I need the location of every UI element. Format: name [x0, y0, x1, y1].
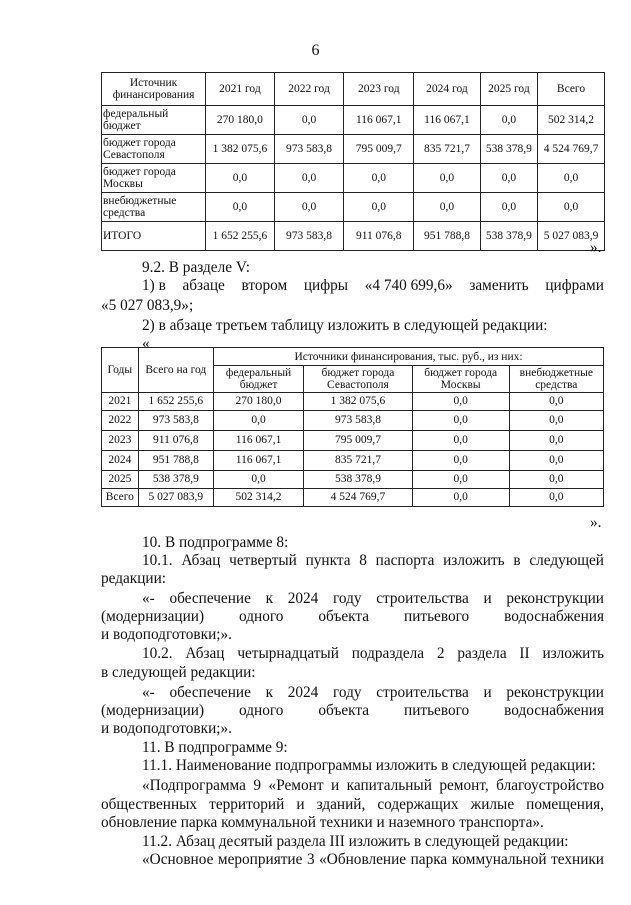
word: цифры — [303, 277, 349, 294]
cell: 538 378,9 — [480, 222, 537, 251]
cell: 502 314,2 — [214, 489, 304, 507]
row-label: бюджет города Севастополя — [102, 135, 206, 164]
cell: 835 721,7 — [414, 135, 481, 164]
cell: 0,0 — [274, 106, 344, 135]
cell: 0,0 — [214, 471, 304, 489]
paragraph-line: 11.1. Наименование подпрограммы изложить в следующей редакции: — [142, 757, 596, 774]
financing-table-1 — [101, 72, 605, 251]
cell: 116 067,1 — [214, 451, 304, 471]
header-cell: Годы — [102, 348, 139, 393]
cell: 973 583,8 — [138, 411, 213, 431]
paragraph-line: редакции: — [101, 570, 167, 587]
paragraph-line: «- обеспечение к 2024 году строительства и реконструкции — [142, 590, 604, 607]
cell: 0,0 — [509, 451, 603, 471]
cell: 4 524 769,7 — [538, 135, 605, 164]
cell: 911 076,8 — [344, 222, 414, 251]
cell: 835 721,7 — [304, 451, 413, 471]
cell: 973 583,8 — [274, 135, 344, 164]
year-cell: 2024 — [102, 451, 139, 471]
cell: 1 652 255,6 — [138, 393, 213, 411]
paragraph-line: «Основное мероприятие 3 «Обновление парка коммунальной техники — [142, 851, 604, 868]
open-quote: « — [142, 335, 150, 352]
table-row — [102, 411, 604, 431]
cell: 116 067,1 — [414, 106, 481, 135]
header-cell: Источник финансирования — [102, 73, 206, 106]
word: 1) в — [142, 277, 166, 294]
header-cell: федеральный бюджет — [214, 366, 304, 393]
header-cell: 2024 год — [414, 73, 481, 106]
cell: 0,0 — [412, 451, 509, 471]
cell: 0,0 — [412, 411, 509, 431]
cell: 538 378,9 — [138, 471, 213, 489]
cell: 0,0 — [538, 164, 605, 193]
cell: 502 314,2 — [538, 106, 605, 135]
paragraph-line: «Подпрограмма 9 «Ремонт и капитальный ремонт, благоустройство — [142, 777, 604, 794]
row-label: внебюджетные средства — [102, 193, 206, 222]
cell: 0,0 — [414, 164, 481, 193]
header-cell: 2022 год — [274, 73, 344, 106]
cell: 951 788,8 — [138, 451, 213, 471]
cell: 0,0 — [206, 164, 275, 193]
header-cell: внебюджетные средства — [509, 366, 603, 393]
cell: 0,0 — [206, 193, 275, 222]
cell: 0,0 — [274, 193, 344, 222]
cell: 5 027 083,9 — [538, 222, 605, 251]
cell: 538 378,9 — [304, 471, 413, 489]
cell: 0,0 — [412, 431, 509, 451]
table-row — [102, 193, 605, 222]
word: абзаце — [182, 277, 225, 294]
table-row — [102, 135, 605, 164]
cell: 973 583,8 — [274, 222, 344, 251]
header-cell: Всего на год — [138, 348, 213, 393]
paragraph-line — [142, 276, 604, 296]
paragraph-line: общественных территорий и зданий, содержащих жилые помещения, — [101, 796, 604, 813]
word: «4 740 699,6» — [364, 277, 453, 294]
cell: 795 009,7 — [304, 431, 413, 451]
table-row — [102, 471, 604, 489]
row-label: бюджет города Москвы — [102, 164, 206, 193]
closing-mark: ». — [590, 239, 602, 256]
cell: 270 180,0 — [206, 106, 275, 135]
cell: 0,0 — [414, 193, 481, 222]
table-row — [102, 451, 604, 471]
table-total-row — [102, 489, 604, 507]
paragraph-line: «- обеспечение к 2024 году строительства и реконструкции — [142, 684, 604, 701]
paragraph-line: 10.1. Абзац четвертый пункта 8 паспорта изложить в следующей — [142, 552, 604, 569]
cell: 951 788,8 — [414, 222, 481, 251]
table-row — [102, 431, 604, 451]
cell: 1 382 075,6 — [304, 393, 413, 411]
cell: 795 009,7 — [344, 135, 414, 164]
cell: 4 524 769,7 — [304, 489, 413, 507]
page-number: 6 — [311, 42, 320, 59]
cell: 973 583,8 — [304, 411, 413, 431]
cell: 538 378,9 — [480, 135, 537, 164]
paragraph-line: и водоподготовки;». — [101, 720, 232, 737]
cell: 0,0 — [480, 193, 537, 222]
cell: 0,0 — [412, 489, 509, 507]
table-header-row — [102, 73, 605, 106]
word: цифрами — [545, 277, 604, 294]
table-row — [102, 164, 605, 193]
cell: 0,0 — [480, 164, 537, 193]
header-cell: 2021 год — [206, 73, 275, 106]
closing-mark: ». — [590, 514, 602, 531]
cell: 0,0 — [509, 411, 603, 431]
header-cell: Всего — [538, 73, 605, 106]
header-cell: Источники финансирования, тыс. руб., из них: — [214, 348, 604, 366]
cell: 116 067,1 — [344, 106, 414, 135]
header-cell: бюджет города Севастополя — [304, 366, 413, 393]
paragraph-line: (модернизации) одного объекта питьевого водоснабжения — [101, 702, 604, 719]
cell: 1 382 075,6 — [206, 135, 275, 164]
header-cell: 2023 год — [344, 73, 414, 106]
paragraph-line: 10.2. Абзац четырнадцатый подраздела 2 раздела II изложить — [142, 645, 604, 662]
cell: 0,0 — [412, 393, 509, 411]
header-cell: бюджет города Москвы — [412, 366, 509, 393]
table-row — [102, 393, 604, 411]
paragraph-line: обновление парка коммунальной техники и наземного транспорта». — [101, 814, 544, 831]
paragraph-line: «5 027 083,9»; — [101, 297, 194, 314]
cell: 0,0 — [412, 471, 509, 489]
header-cell: 2025 год — [480, 73, 537, 106]
word: заменить — [469, 277, 529, 294]
cell: 0,0 — [480, 106, 537, 135]
row-label: федеральный бюджет — [102, 106, 206, 135]
year-cell: 2022 — [102, 411, 139, 431]
cell: 0,0 — [344, 164, 414, 193]
year-cell: Всего — [102, 489, 139, 507]
word: втором — [241, 277, 288, 294]
cell: 0,0 — [509, 489, 603, 507]
cell: 270 180,0 — [214, 393, 304, 411]
cell: 5 027 083,9 — [138, 489, 213, 507]
cell: 911 076,8 — [138, 431, 213, 451]
section-heading: 10. В подпрограмме 8: — [142, 534, 289, 551]
paragraph-line: 11.2. Абзац десятый раздела III изложить в следующей редакции: — [142, 833, 569, 850]
table-total-row — [102, 222, 605, 251]
cell: 0,0 — [214, 411, 304, 431]
cell: 1 652 255,6 — [206, 222, 275, 251]
year-cell: 2021 — [102, 393, 139, 411]
row-label: ИТОГО — [102, 222, 206, 251]
year-cell: 2025 — [102, 471, 139, 489]
paragraph-line: и водоподготовки;». — [101, 626, 232, 643]
cell: 0,0 — [509, 393, 603, 411]
paragraph-line: (модернизации) одного объекта питьевого водоснабжения — [101, 608, 604, 625]
cell: 0,0 — [538, 193, 605, 222]
year-cell: 2023 — [102, 431, 139, 451]
cell: 0,0 — [344, 193, 414, 222]
financing-table-2 — [101, 347, 604, 507]
cell: 0,0 — [509, 471, 603, 489]
paragraph-line: 2) в абзаце третьем таблицу изложить в следующей редакции: — [142, 317, 548, 334]
table-header-row — [102, 348, 604, 366]
cell: 116 067,1 — [214, 431, 304, 451]
table-row — [102, 106, 605, 135]
section-heading: 11. В подпрограмме 9: — [142, 739, 288, 756]
section-heading: 9.2. В разделе V: — [142, 259, 250, 276]
paragraph-line: в следующей редакции: — [101, 664, 256, 681]
cell: 0,0 — [509, 431, 603, 451]
cell: 0,0 — [274, 164, 344, 193]
